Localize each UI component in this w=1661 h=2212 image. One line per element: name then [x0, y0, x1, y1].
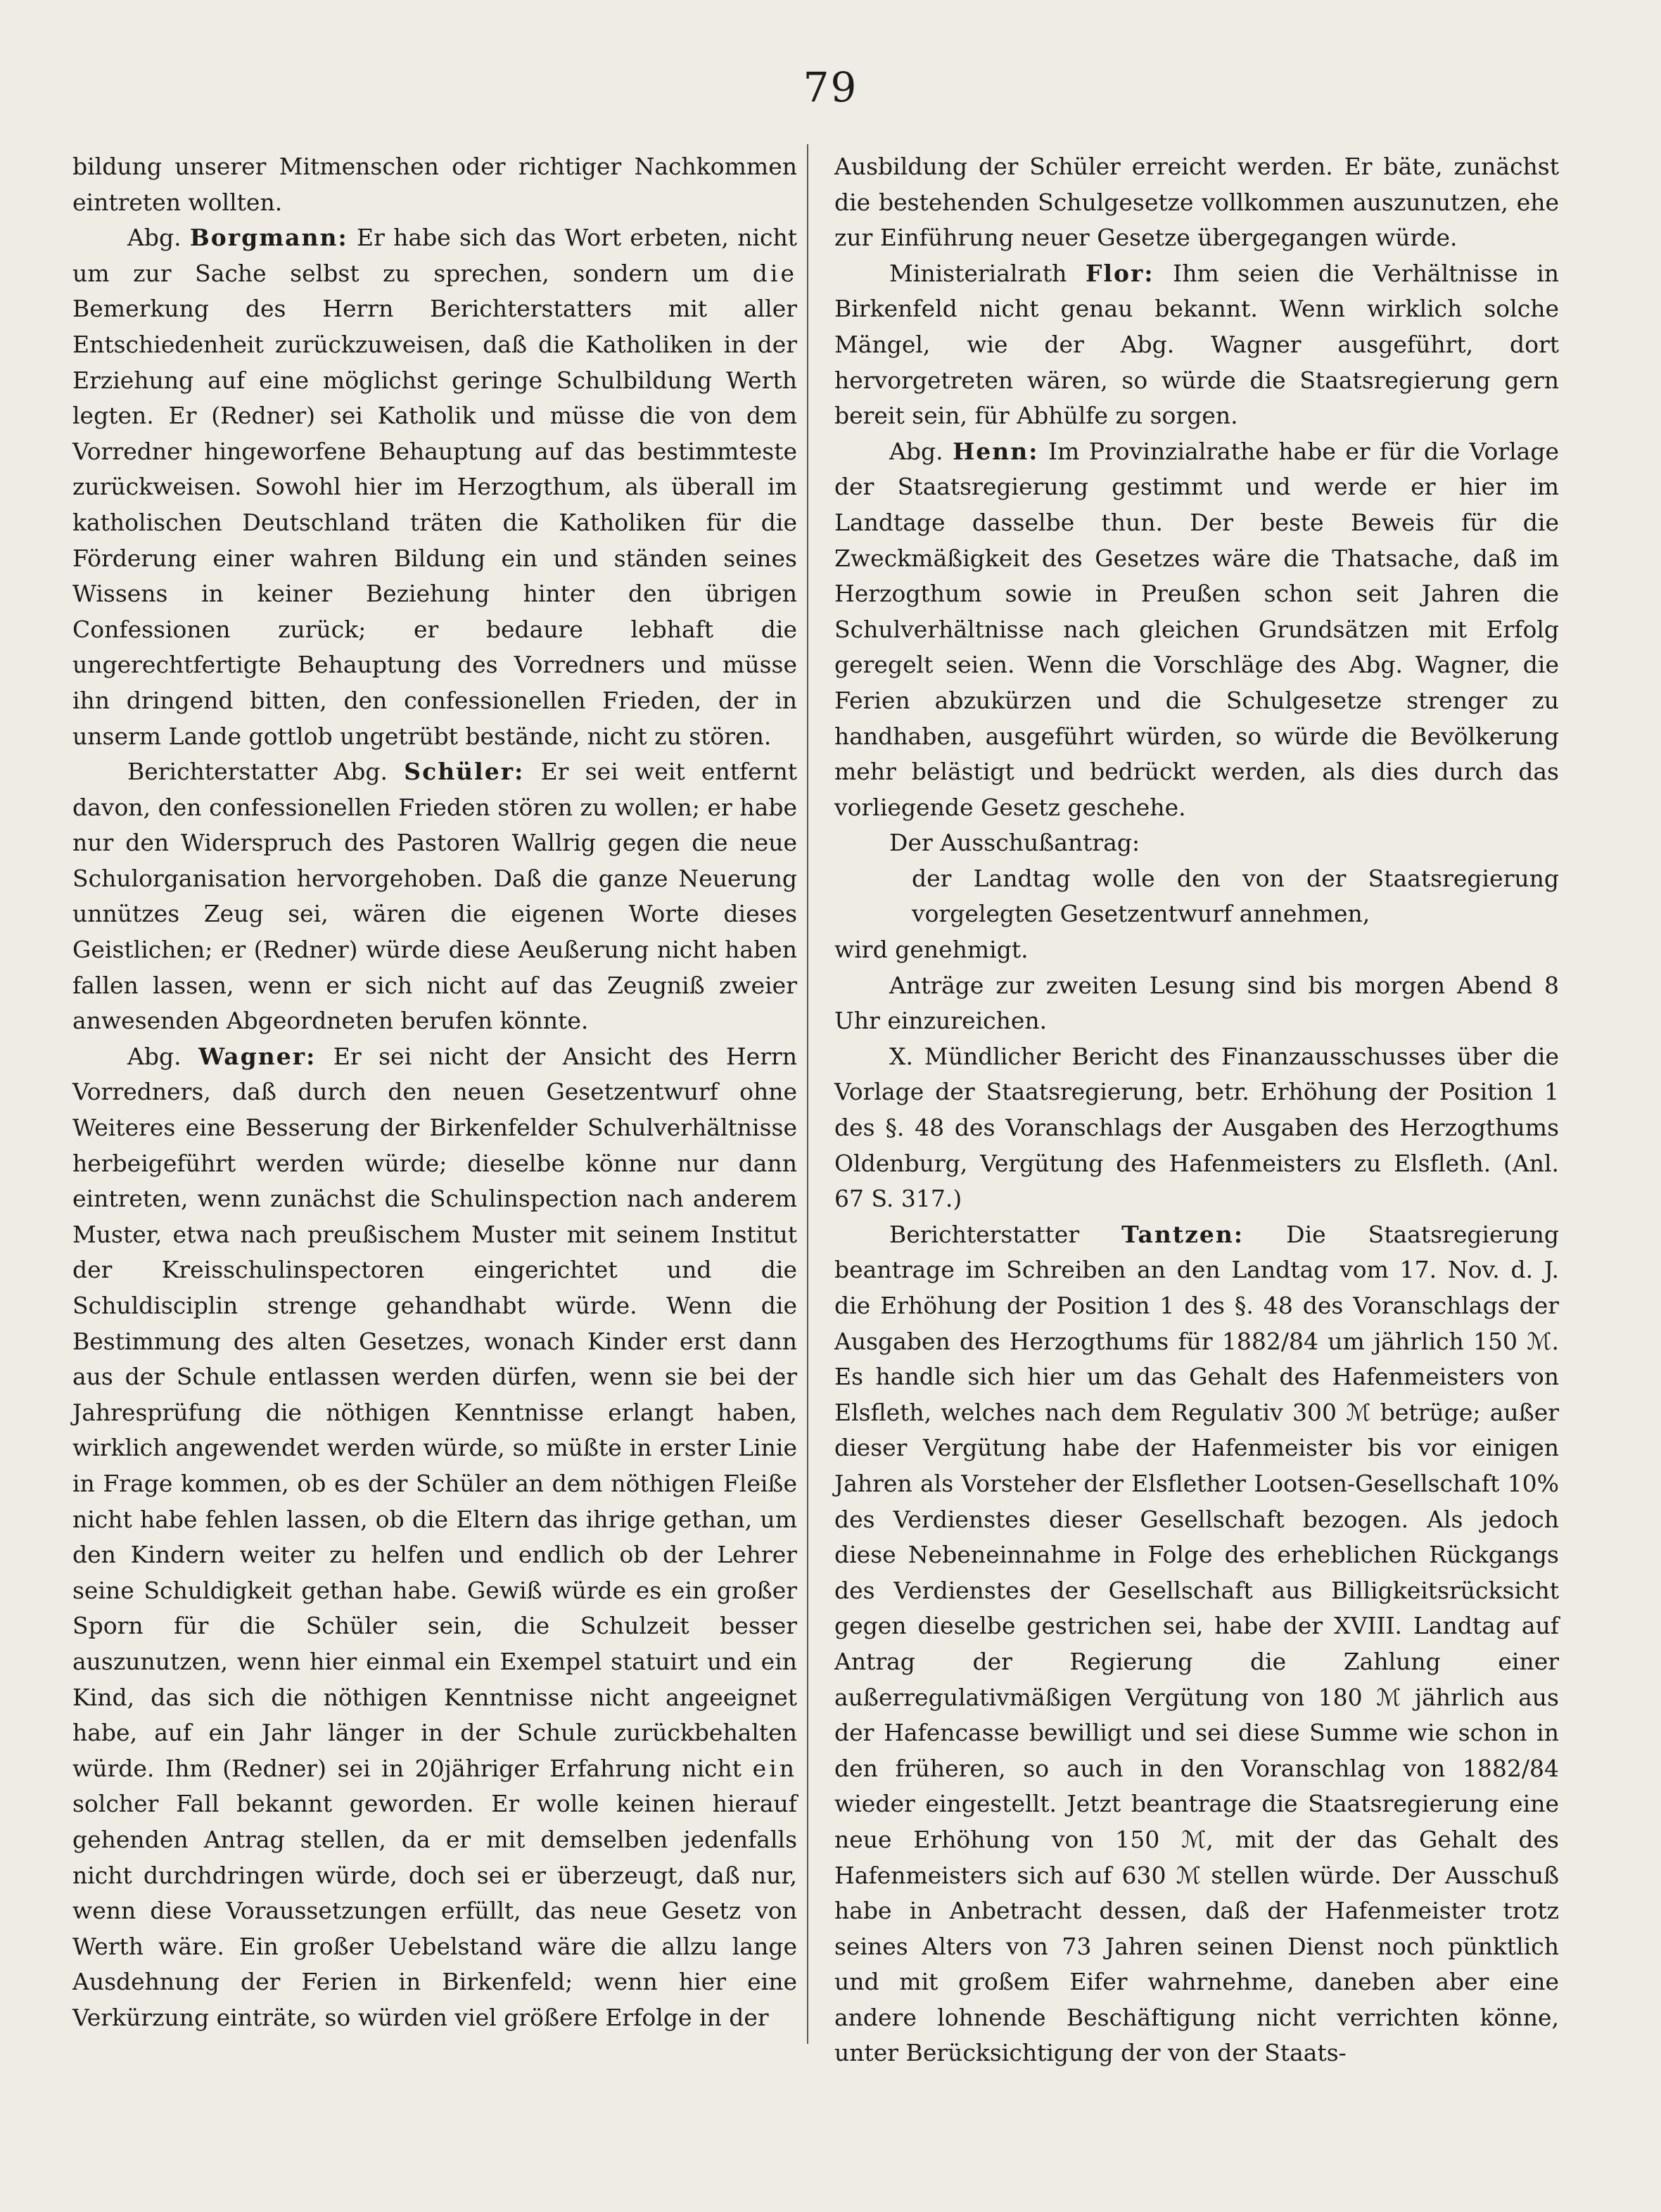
speaker-name: Schüler: — [404, 758, 525, 786]
speaker-name: Flor: — [1086, 259, 1154, 287]
paragraph — [72, 754, 797, 1039]
paragraph: bildung unserer Mitmenschen oder richtiger Nachkommen eintreten wollten. — [72, 153, 797, 216]
paragraph: wird genehmigt. — [834, 936, 1029, 964]
paragraph — [834, 1217, 1559, 2071]
speech-text: Ihm seien die Verhältnisse in Birkenfeld nicht genau bekannt. Wenn wirklich solche Mängel, wie der Abg. Wagner ausgeführt, dort hervorgetreten wären, so würde die Staatsregierung gern bereit sein, für Abhülfe zu sorgen. — [834, 259, 1560, 430]
speech-text: Er sei nicht der Ansicht des Herrn Vorredners, daß durch den neuen Gesetzentwurf ohne Weiteres eine Besserung der Birkenfelder Schulverhältnisse herbeigeführt werden würde; dieselbe könne nur dann eintreten, wenn zunächst die Schulinspection nach anderem Muster, etwa nach preußischem Muster mit seinem Institut der Kreisschulinspectoren eingerichtet und die Schuldisciplin strenge gehandhabt würde. Wenn die Bestimmung des alten Gesetzes, wonach Kinder erst dann aus der Schule entlassen werden dürfen, wenn sie bei der Jahresprüfung die nöthigen Kenntnisse erlangt haben, wirklich angewendet werden würde, so müßte in erster Linie in Frage kommen, ob es der Schüler an dem nöthigen Fleiße nicht habe fehlen lassen, ob die Eltern das ihrige gethan, um den Kindern weiter zu helfen und endlich ob der Lehrer seine Schuldigkeit gethan habe. Gewiß würde es ein großer Sporn für die Schüler sein, die Schulzeit besser auszunutzen, wenn hier einmal ein Exempel statuirt und ein Kind, das sich die nöthigen Kenntnisse nicht angeeignet habe, auf ein Jahr länger in der Schule zurückbehalten würde. Ihm (Redner) sei in 20jähriger Erfahrung nicht — [72, 1042, 797, 1782]
speaker-prefix: Berichterstatter Abg. — [127, 758, 388, 786]
speaker-name: Tantzen: — [1121, 1220, 1245, 1248]
motion-heading: Der Ausschußantrag: — [889, 829, 1140, 857]
paragraph — [834, 434, 1559, 826]
right-column — [834, 149, 1559, 2071]
column-divider — [807, 144, 808, 2044]
speaker-prefix: Berichterstatter — [889, 1220, 1080, 1248]
paragraph — [72, 1039, 797, 2036]
emphasis-text: die — [752, 259, 797, 287]
speech-text: Bemerkung des Herrn Berichterstatters mit aller Entschiedenheit zurückzuweisen, daß die Katholiken in der Erziehung auf eine möglichst geringe Schulbildung Werth legten. Er (Redner) sei Katholik und müsse die von dem Vorredner hingeworfene Behauptung auf das bestimmteste zurückweisen. Sowohl hier im Herzogthum, als überall im katholischen Deutschland träten die Katholiken für die Förderung einer wahren Bildung ein und ständen seines Wissens in keiner Beziehung hinter den übrigen Confessionen zurück; er bedaure lebhaft die ungerechtfertigte Behauptung des Vorredners und müsse ihn dringend bitten, den confessionellen Frieden, der in unserm Lande gottlob ungetrübt bestände, nicht zu stören. — [72, 295, 797, 750]
speaker-name: Wagner: — [198, 1042, 317, 1070]
speech-text: solcher Fall bekannt geworden. Er wolle keinen hierauf gehenden Antrag stellen, da er mit demselben jedenfalls nicht durchdringen würde, doch sei er überzeugt, daß nur, wenn diese Voraussetzungen erfüllt, das neue Gesetz von Werth wäre. Ein großer Uebelstand wäre die allzu lange Ausdehnung der Ferien in Birkenfeld; wenn hier eine Verkürzung einträte, so würden viel größere Erfolge in der — [72, 1790, 797, 2031]
speaker-name: Henn: — [953, 437, 1039, 465]
left-column — [72, 149, 797, 2035]
speech-text: Er sei weit entfernt davon, den confessionellen Frieden stören zu wollen; er habe nur den Widerspruch des Pastoren Wallrig gegen die neue Schulorganisation hervorgehoben. Daß die ganze Neuerung unnützes Zeug sei, wären die eigenen Worte dieses Geistlichen; er (Redner) würde diese Aeußerung nicht haben fallen lassen, wenn er sich nicht auf das Zeugniß zweier anwesenden Abgeordneten berufen könnte. — [72, 758, 797, 1035]
speaker-prefix: Abg. — [127, 224, 182, 252]
speaker-prefix: Ministerialrath — [889, 259, 1067, 287]
emphasis-text: ein — [752, 1754, 798, 1782]
paragraph — [834, 256, 1559, 434]
speaker-prefix: Abg. — [127, 1042, 182, 1070]
paragraph — [72, 220, 797, 754]
speech-text: Im Provinzialrathe habe er für die Vorlage der Staatsregierung gestimmt und werde er hier im Landtage dasselbe thun. Der beste Beweis für die Zweckmäßigkeit des Gesetzes wäre die Thatsache, daß im Herzogthum sowie in Preußen schon seit Jahren die Schulverhältnisse nach gleichen Grundsätzen mit Erfolg geregelt seien. Wenn die Vorschläge des Abg. Wagner, die Ferien abzukürzen und die Schulgesetze strenger zu handhaben, ausgeführt würden, so würde die Bevölkerung mehr belästigt und bedrückt werden, als dies durch das vorliegende Gesetz geschehe. — [834, 437, 1559, 821]
speech-text: Er habe sich das Wort erbeten, nicht um zur Sache selbst zu sprechen, sondern um — [72, 224, 797, 287]
page-number: 79 — [803, 63, 858, 111]
speaker-prefix: Abg. — [889, 437, 943, 465]
paragraph: Ausbildung der Schüler erreicht werden. Er bäte, zunächst die bestehenden Schulgesetze vollkommen auszunutzen, ehe zur Einführung neuer Gesetze übergegangen würde. — [834, 153, 1559, 252]
paragraph: Anträge zur zweiten Lesung sind bis morgen Abend 8 Uhr einzureichen. — [834, 971, 1559, 1035]
speaker-name: Borgmann: — [189, 224, 348, 252]
speech-text: Die Staatsregierung beantrage im Schreiben an den Landtag vom 17. Nov. d. J. die Erhöhung der Position 1 des §. 48 des Voranschlags der Ausgaben des Herzogthums für 1882/84 um jährlich 150 ℳ. Es handle sich hier um das Gehalt des Hafenmeisters von Elsfleth, welches nach dem Regulativ 300 ℳ betrüge; außer dieser Vergütung habe der Hafenmeister bis vor einigen Jahren als Vorsteher der Elsflether Lootsen-Gesellschaft 10% des Verdienstes dieser Gesellschaft bezogen. Als jedoch diese Nebeneinnahme in Folge des erheblichen Rückgangs des Verdienstes der Gesellschaft aus Billigkeitsrücksicht gegen dieselbe gestrichen sei, habe der XVIII. Landtag auf Antrag der Regierung die Zahlung einer außerregulativmäßigen Vergütung von 180 ℳ jährlich aus der Hafencasse bewilligt und sei diese Summe wie schon in den früheren, so auch in den Voranschlag von 1882/84 wieder eingestellt. Jetzt beantrage die Staatsregierung eine neue Erhöhung von 150 ℳ, mit der das Gehalt des Hafenmeisters sich auf 630 ℳ stellen würde. Der Ausschuß habe in Anbetracht dessen, daß der Hafenmeister trotz seines Alters von 73 Jahren seinen Dienst noch pünktlich und mit großem Eifer wahrnehme, daneben aber eine andere lohnende Beschäftigung nicht verrichten könne, unter Berücksichtigung der von der Staats- — [834, 1220, 1559, 2067]
motion-text: der Landtag wolle den von der Staatsregierung vorgelegten Gesetzentwurf annehmen, — [912, 864, 1559, 928]
section-heading: X. Mündlicher Bericht des Finanzausschusses über die Vorlage der Staatsregierung, betr. Erhöhung der Position 1 des §. 48 des Voranschlags der Ausgaben des Herzogthums Oldenburg, Vergütung des Hafenmeisters zu Elsfleth. (Anl. 67 S. 317.) — [834, 1042, 1559, 1213]
